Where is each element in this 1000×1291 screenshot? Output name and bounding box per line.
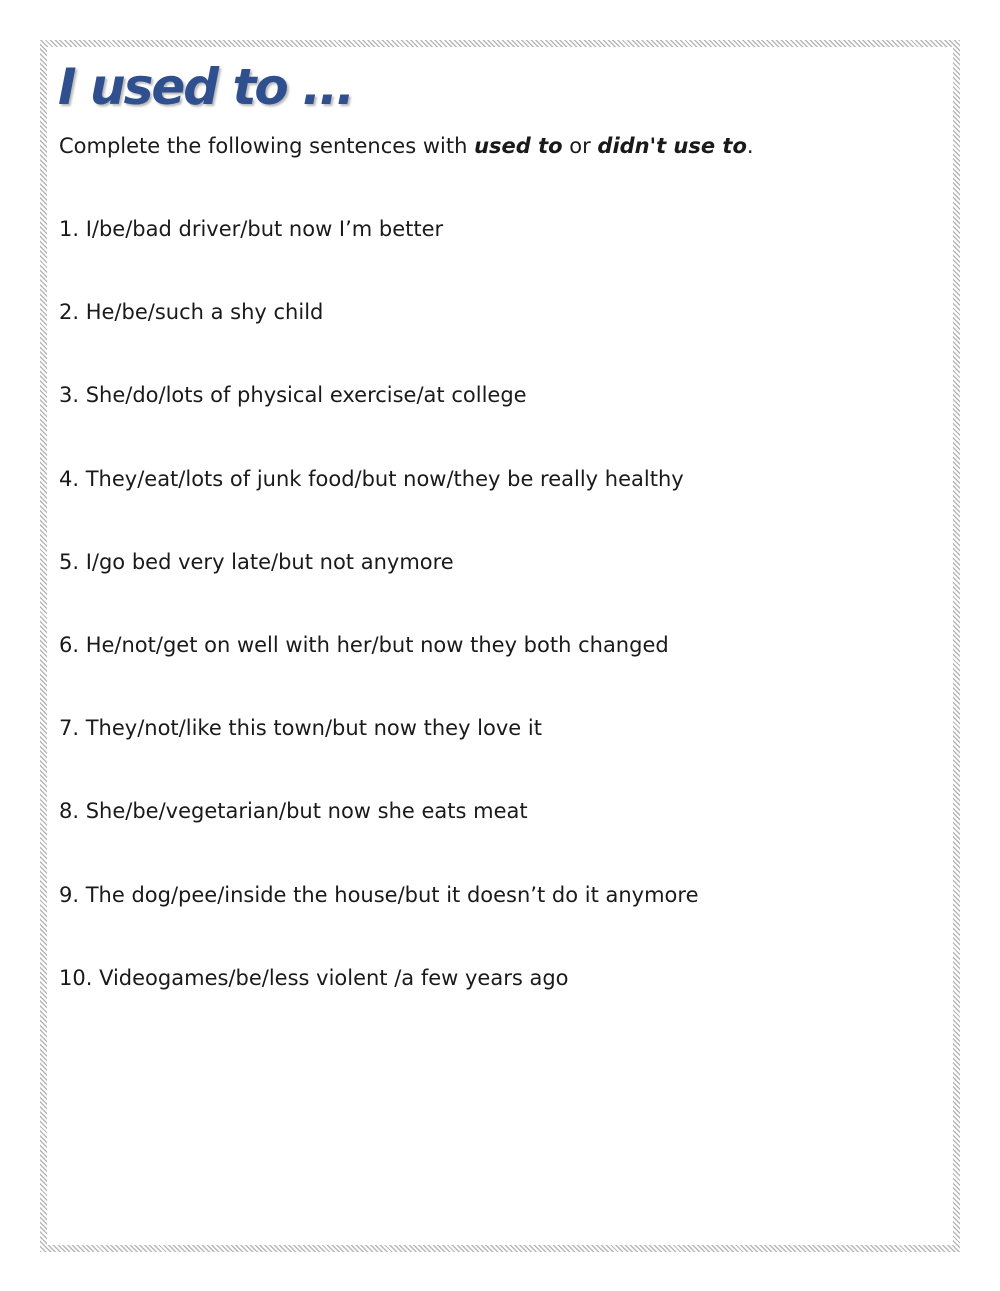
exercise-list — [59, 217, 699, 1049]
exercise-item-9: 9. The dog/pee/inside the house/but it doesn’t do it anymore — [59, 882, 699, 907]
instructions-joiner: or — [562, 134, 598, 158]
exercise-item-2: 2. He/be/such a shy child — [59, 300, 324, 325]
exercise-item-8: 8. She/be/vegetarian/but now she eats meat — [59, 799, 528, 824]
exercise-item-3: 3. She/do/lots of physical exercise/at college — [59, 383, 527, 408]
exercise-item-10: 10. Videogames/be/less violent /a few years ago — [59, 965, 569, 990]
exercise-item-4: 4. They/eat/lots of junk food/but now/they be really healthy — [59, 466, 684, 491]
instructions-prefix: Complete the following sentences with — [59, 134, 475, 158]
worksheet-title: I used to ... — [58, 58, 354, 116]
exercise-item-5: 5. I/go bed very late/but not anymore — [59, 549, 454, 574]
exercise-item-6: 6. He/not/get on well with her/but now they both changed — [59, 632, 669, 657]
exercise-item-1: 1. I/be/bad driver/but now I’m better — [59, 217, 444, 241]
instructions-suffix: . — [746, 134, 754, 158]
instructions-option-didnt-use-to: didn't use to — [597, 134, 747, 158]
instructions — [59, 134, 754, 159]
exercise-item-7: 7. They/not/like this town/but now they love it — [59, 716, 542, 741]
instructions-option-used-to: used to — [474, 134, 563, 158]
